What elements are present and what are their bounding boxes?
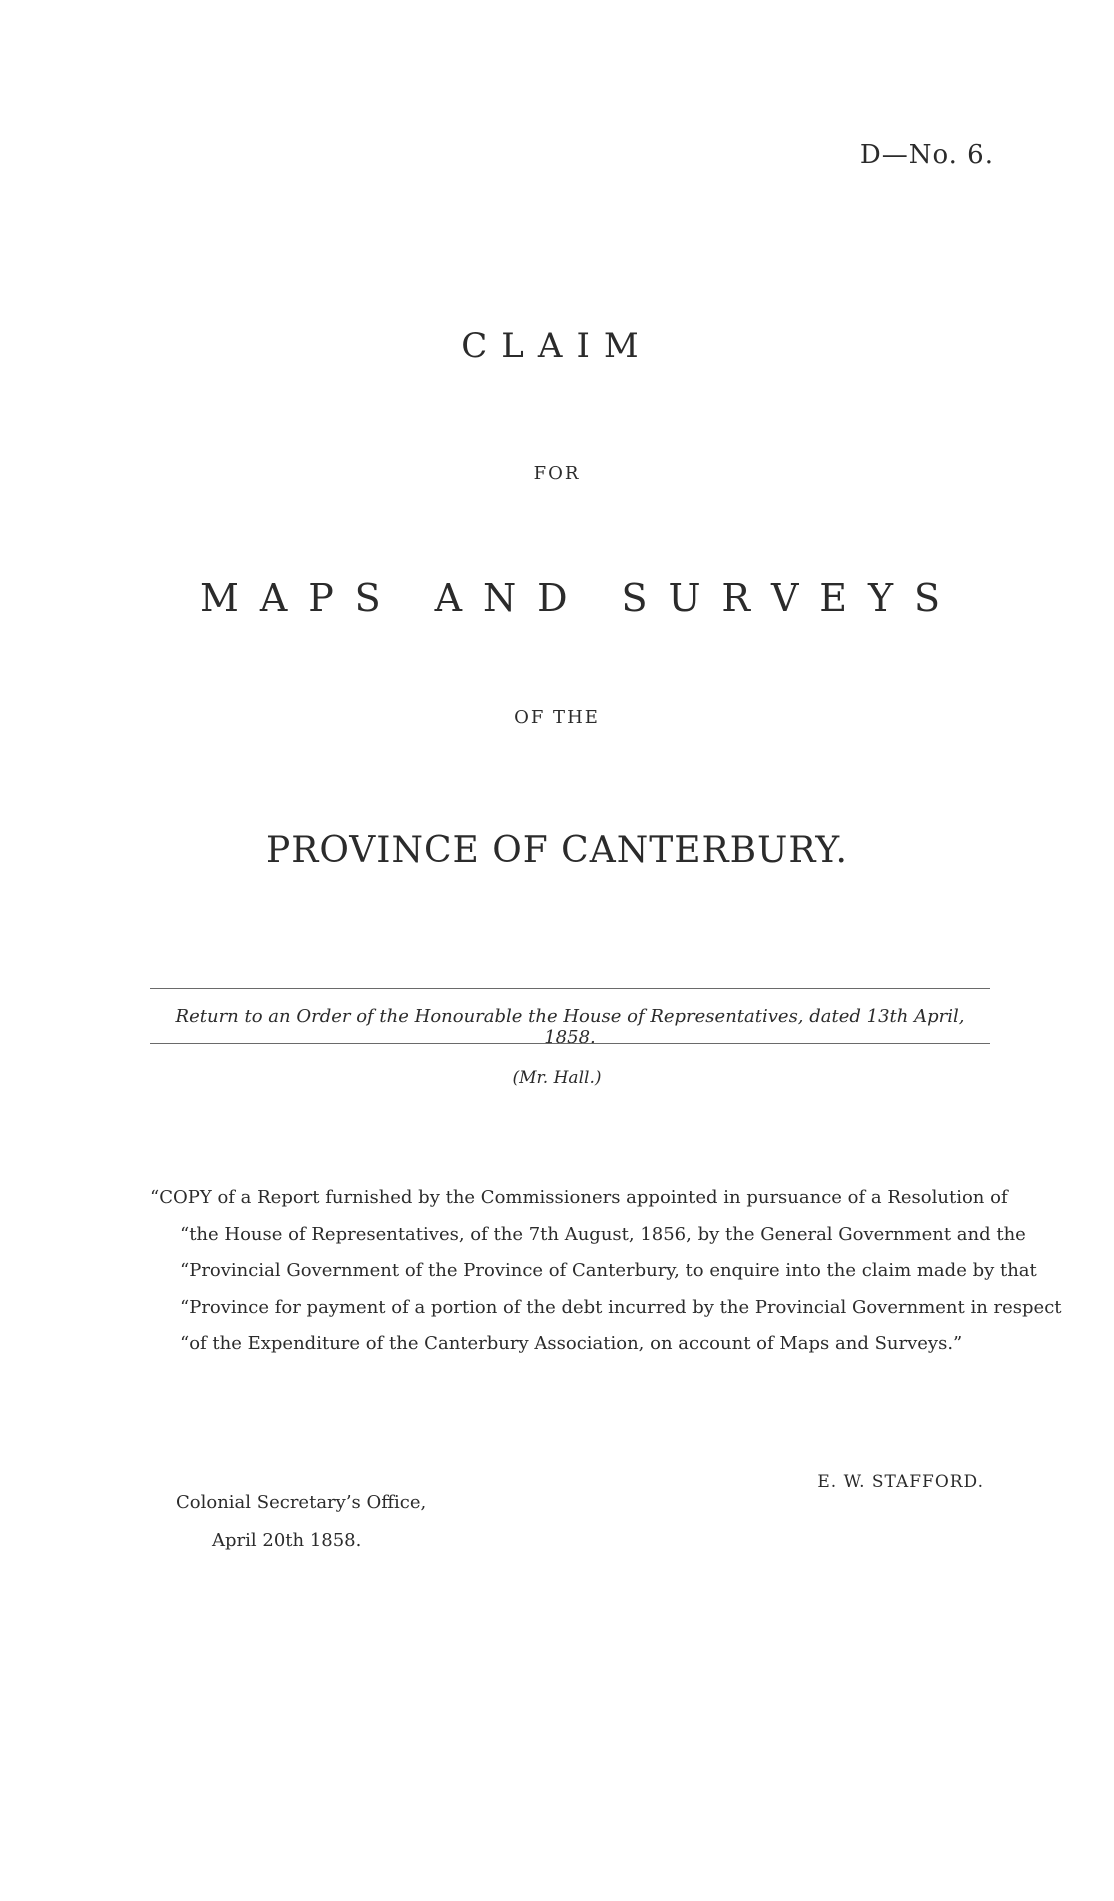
quote-line: “COPY of a Report furnished by the Commissioners appointed in pursuance of a Resolution of [150,1187,1008,1208]
title-letter: V [770,576,799,620]
title-letter: Y [867,576,894,620]
title-gap [589,576,601,620]
signature: E. W. STAFFORD. [817,1472,984,1492]
title-letter: M [200,576,239,620]
title-letter: A [259,576,288,620]
title-letter: U [668,576,701,620]
title-province: PROVINCE OF CANTERBURY. [266,830,848,871]
office-date: April 20th 1858. [212,1530,362,1551]
quote-line: “Province for payment of a portion of the debt incurred by the Provincial Government in respect [180,1296,1062,1318]
title-letter: S [621,576,648,620]
document-reference: D—No. 6. [859,140,994,170]
title-gap [402,576,414,620]
divider-top [150,988,990,989]
title-letter: E [819,576,848,620]
return-order-line: Return to an Order of the Honourable the House of Representatives, dated 13th April, 1858. [175,1006,965,1048]
title-letter: N [482,576,517,620]
quoted-resolution [150,1180,1062,1363]
title-letter: D [537,576,568,620]
title-letter: P [308,576,334,620]
title-of-the: OF THE [514,707,600,728]
divider-bottom [150,1043,990,1044]
quote-line: “of the Expenditure of the Canterbury Association, on account of Maps and Surveys.” [180,1333,963,1354]
mover-name: (Mr. Hall.) [512,1068,602,1088]
title-letter: S [913,576,940,620]
title-maps-and-surveys [200,576,940,620]
title-letter: A [434,576,463,620]
quote-line: “Provincial Government of the Province of Canterbury, to enquire into the claim made by that [180,1260,1037,1281]
title-for: FOR [533,463,581,484]
office-place: Colonial Secretary’s Office, [176,1492,427,1513]
title-letter: R [721,576,751,620]
quote-line: “the House of Representatives, of the 7th August, 1856, by the General Government and the [180,1223,1026,1245]
title-claim: CLAIM [461,326,653,366]
title-letter: S [354,576,381,620]
